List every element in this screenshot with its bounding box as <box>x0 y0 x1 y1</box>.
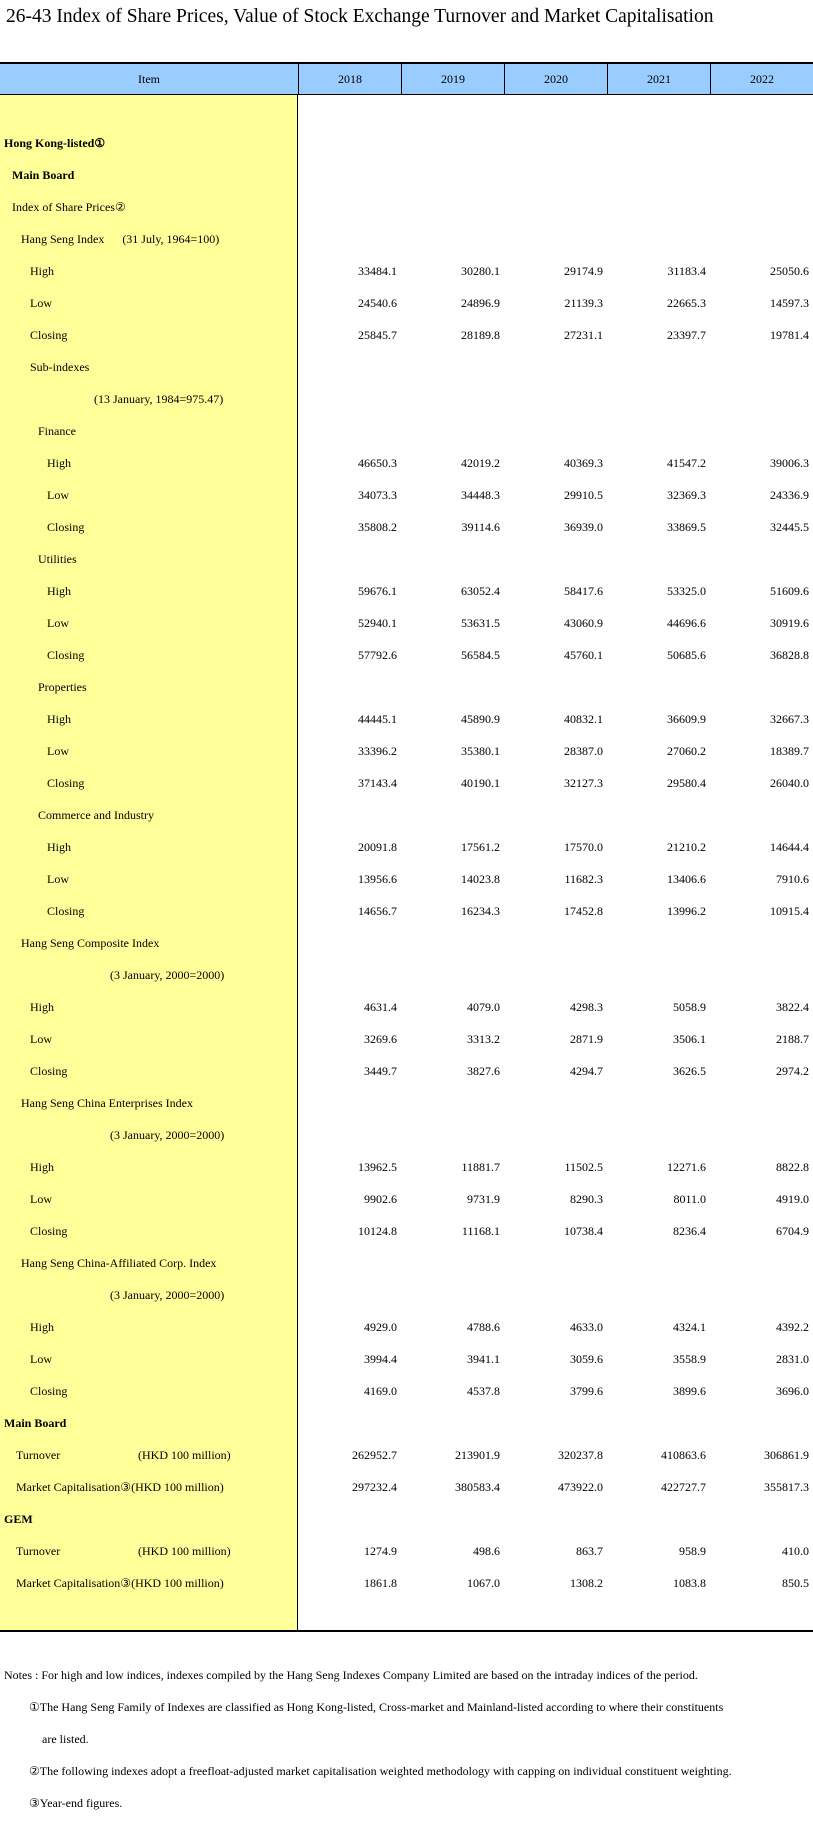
cell-value: 2188.7 <box>776 1032 809 1046</box>
cell-value: 26040.0 <box>770 776 809 790</box>
cell-value: 53325.0 <box>667 584 706 598</box>
table-row <box>0 1503 813 1535</box>
row-label: Closing <box>30 1064 68 1078</box>
cell-value: 4169.0 <box>364 1384 397 1398</box>
header-year: 2022 <box>710 64 813 94</box>
row-label: Main Board <box>4 1416 67 1430</box>
cell-value: 4631.4 <box>364 1000 397 1014</box>
cell-value: 4294.7 <box>570 1064 603 1078</box>
header-item: Item <box>138 72 160 86</box>
row-label: Low <box>30 1352 52 1366</box>
cell-value: 28189.8 <box>461 328 500 342</box>
cell-value: 410863.6 <box>661 1448 706 1462</box>
cell-value: 59676.1 <box>358 584 397 598</box>
cell-value: 11682.3 <box>564 872 603 886</box>
cell-value: 958.9 <box>679 1544 706 1558</box>
cell-value: 25845.7 <box>358 328 397 342</box>
cell-value: 410.0 <box>782 1544 809 1558</box>
cell-value: 4298.3 <box>570 1000 603 1014</box>
cell-value: 8290.3 <box>570 1192 603 1206</box>
cell-value: 2871.9 <box>570 1032 603 1046</box>
table-row <box>0 1471 813 1503</box>
cell-value: 32369.3 <box>667 488 706 502</box>
table-row <box>0 127 813 159</box>
cell-value: 27060.2 <box>667 744 706 758</box>
row-label: Closing <box>47 904 85 918</box>
cell-value: 18389.7 <box>770 744 809 758</box>
table-row <box>0 607 813 639</box>
row-label: Low <box>47 744 69 758</box>
cell-value: 44696.6 <box>667 616 706 630</box>
row-label: Closing <box>47 648 85 662</box>
cell-value: 3449.7 <box>364 1064 397 1078</box>
cell-value: 3313.2 <box>467 1032 500 1046</box>
cell-value: 63052.4 <box>461 584 500 598</box>
cell-value: 21139.3 <box>564 296 603 310</box>
cell-value: 4324.1 <box>673 1320 706 1334</box>
cell-value: 10738.4 <box>564 1224 603 1238</box>
table-row <box>0 799 813 831</box>
table-row <box>0 1247 813 1279</box>
cell-value: 13962.5 <box>358 1160 397 1174</box>
cell-value: 44445.1 <box>358 712 397 726</box>
cell-value: 380583.4 <box>455 1480 500 1494</box>
cell-value: 53631.5 <box>461 616 500 630</box>
cell-value: 32127.3 <box>564 776 603 790</box>
cell-value: 3941.1 <box>467 1352 500 1366</box>
cell-value: 24896.9 <box>461 296 500 310</box>
row-label: Low <box>47 488 69 502</box>
table-row <box>0 671 813 703</box>
cell-value: 34448.3 <box>461 488 500 502</box>
cell-value: 3799.6 <box>570 1384 603 1398</box>
cell-value: 24336.9 <box>770 488 809 502</box>
cell-value: 3822.4 <box>776 1000 809 1014</box>
cell-value: 10124.8 <box>358 1224 397 1238</box>
cell-value: 14597.3 <box>770 296 809 310</box>
row-label: Closing <box>30 1384 68 1398</box>
cell-value: 12271.6 <box>667 1160 706 1174</box>
cell-value: 306861.9 <box>764 1448 809 1462</box>
header-year: 2018 <box>298 64 401 94</box>
cell-value: 40369.3 <box>564 456 603 470</box>
table-row <box>0 1535 813 1567</box>
cell-value: 33396.2 <box>358 744 397 758</box>
cell-value: 33484.1 <box>358 264 397 278</box>
cell-value: 43060.9 <box>564 616 603 630</box>
row-label: (3 January, 2000=2000) <box>110 1288 225 1302</box>
cell-value: 32445.5 <box>770 520 809 534</box>
table-row <box>0 767 813 799</box>
cell-value: 355817.3 <box>764 1480 809 1494</box>
row-label: Turnover <box>16 1544 61 1558</box>
cell-value: 8822.8 <box>776 1160 809 1174</box>
cell-value: 32667.3 <box>770 712 809 726</box>
cell-value: 4919.0 <box>776 1192 809 1206</box>
row-label: High <box>30 1320 54 1334</box>
row-label: Low <box>30 296 52 310</box>
cell-value: 36609.9 <box>667 712 706 726</box>
cell-value: 10915.4 <box>770 904 809 918</box>
table-row <box>0 1439 813 1471</box>
table-row <box>0 1119 813 1151</box>
table-row <box>0 863 813 895</box>
table-row <box>0 1311 813 1343</box>
row-label: Closing <box>30 328 68 342</box>
row-label: Hang Seng Index (31 July, 1964=100) <box>21 232 220 246</box>
table-row <box>0 191 813 223</box>
table-row <box>0 1183 813 1215</box>
cell-value: 45760.1 <box>564 648 603 662</box>
row-label: High <box>47 712 71 726</box>
cell-value: 11168.1 <box>461 1224 500 1238</box>
cell-value: 498.6 <box>473 1544 500 1558</box>
cell-value: 57792.6 <box>358 648 397 662</box>
cell-value: 17570.0 <box>564 840 603 854</box>
cell-value: 1083.8 <box>673 1576 706 1590</box>
cell-value: 4537.8 <box>467 1384 500 1398</box>
table-row <box>0 1407 813 1439</box>
cell-value: 58417.6 <box>564 584 603 598</box>
table-row <box>0 927 813 959</box>
cell-value: 9902.6 <box>364 1192 397 1206</box>
cell-value: 8011.0 <box>673 1192 706 1206</box>
cell-value: 41547.2 <box>667 456 706 470</box>
cell-value: 13996.2 <box>667 904 706 918</box>
row-label: Index of Share Prices② <box>12 200 126 214</box>
table-row <box>0 351 813 383</box>
cell-value: 13956.6 <box>358 872 397 886</box>
cell-value: 1308.2 <box>570 1576 603 1590</box>
cell-value: 3899.6 <box>673 1384 706 1398</box>
cell-value: 1067.0 <box>467 1576 500 1590</box>
cell-value: 3696.0 <box>776 1384 809 1398</box>
cell-value: 14656.7 <box>358 904 397 918</box>
cell-value: 35808.2 <box>358 520 397 534</box>
table-row <box>0 447 813 479</box>
cell-value: 2831.0 <box>776 1352 809 1366</box>
cell-value: 3994.4 <box>364 1352 397 1366</box>
row-label: GEM <box>4 1512 33 1526</box>
row-label: High <box>30 264 54 278</box>
cell-value: 11502.5 <box>564 1160 603 1174</box>
cell-value: 6704.9 <box>776 1224 809 1238</box>
cell-value: 3269.6 <box>364 1032 397 1046</box>
row-label: Commerce and Industry <box>38 808 154 822</box>
cell-value: 36939.0 <box>564 520 603 534</box>
page-title: 26-43 Index of Share Prices, Value of Stock Exchange Turnover and Market Capitalisation <box>6 6 714 27</box>
cell-value: 56584.5 <box>461 648 500 662</box>
cell-value: 9731.9 <box>467 1192 500 1206</box>
row-label: High <box>47 456 71 470</box>
cell-value: 36828.8 <box>770 648 809 662</box>
row-unit: (HKD 100 million) <box>138 1448 231 1462</box>
cell-value: 4079.0 <box>467 1000 500 1014</box>
cell-value: 39114.6 <box>461 520 500 534</box>
cell-value: 7910.6 <box>776 872 809 886</box>
cell-value: 297232.4 <box>352 1480 397 1494</box>
cell-value: 473922.0 <box>558 1480 603 1494</box>
row-label: (3 January, 2000=2000) <box>110 1128 225 1142</box>
row-label: Hong Kong-listed① <box>4 136 106 150</box>
cell-value: 25050.6 <box>770 264 809 278</box>
note-line: are listed. <box>42 1732 89 1746</box>
cell-value: 17561.2 <box>461 840 500 854</box>
cell-value: 14644.4 <box>770 840 809 854</box>
row-label: Hang Seng China Enterprises Index <box>21 1096 193 1110</box>
row-label: Hang Seng Composite Index <box>21 936 160 950</box>
table-row <box>0 1151 813 1183</box>
table-row <box>0 223 813 255</box>
note-line: Notes : For high and low indices, indexes compiled by the Hang Seng Indexes Company Limited are based on the intraday indices of the period. <box>4 1668 698 1682</box>
table-row <box>0 319 813 351</box>
cell-value: 24540.6 <box>358 296 397 310</box>
table-row <box>0 703 813 735</box>
row-label: Closing <box>47 520 85 534</box>
cell-value: 320237.8 <box>558 1448 603 1462</box>
cell-value: 46650.3 <box>358 456 397 470</box>
cell-value: 3827.6 <box>467 1064 500 1078</box>
row-label: Closing <box>30 1224 68 1238</box>
table-row <box>0 959 813 991</box>
cell-value: 4392.2 <box>776 1320 809 1334</box>
row-label: Low <box>47 872 69 886</box>
cell-value: 40832.1 <box>564 712 603 726</box>
table-row <box>0 1215 813 1247</box>
cell-value: 34073.3 <box>358 488 397 502</box>
row-label: Properties <box>38 680 87 694</box>
row-label: High <box>47 584 71 598</box>
cell-value: 27231.1 <box>564 328 603 342</box>
cell-value: 5058.9 <box>673 1000 706 1014</box>
table-row <box>0 511 813 543</box>
table-row <box>0 1087 813 1119</box>
header-year: 2020 <box>504 64 607 94</box>
cell-value: 20091.8 <box>358 840 397 854</box>
cell-value: 3558.9 <box>673 1352 706 1366</box>
note-line: ③Year-end figures. <box>29 1796 123 1810</box>
cell-value: 29174.9 <box>564 264 603 278</box>
cell-value: 29910.5 <box>564 488 603 502</box>
table-row <box>0 415 813 447</box>
table-row <box>0 479 813 511</box>
cell-value: 21210.2 <box>667 840 706 854</box>
data-table <box>0 62 813 1632</box>
table-row <box>0 159 813 191</box>
cell-value: 13406.6 <box>667 872 706 886</box>
cell-value: 3626.5 <box>673 1064 706 1078</box>
cell-value: 52940.1 <box>358 616 397 630</box>
cell-value: 422727.7 <box>661 1480 706 1494</box>
note-line: ①The Hang Seng Family of Indexes are classified as Hong Kong-listed, Cross-market and Mainland-listed according to where their constituents <box>29 1700 724 1714</box>
cell-value: 51609.6 <box>770 584 809 598</box>
cell-value: 213901.9 <box>455 1448 500 1462</box>
cell-value: 1274.9 <box>364 1544 397 1558</box>
cell-value: 262952.7 <box>352 1448 397 1462</box>
row-label: Main Board <box>12 168 75 182</box>
row-label: Sub-indexes <box>30 360 90 374</box>
cell-value: 19781.4 <box>770 328 809 342</box>
cell-value: 35380.1 <box>461 744 500 758</box>
cell-value: 3506.1 <box>673 1032 706 1046</box>
cell-value: 3059.6 <box>570 1352 603 1366</box>
table-row <box>0 1279 813 1311</box>
cell-value: 50685.6 <box>667 648 706 662</box>
cell-value: 23397.7 <box>667 328 706 342</box>
cell-value: 4929.0 <box>364 1320 397 1334</box>
cell-value: 33869.5 <box>667 520 706 534</box>
cell-value: 17452.8 <box>564 904 603 918</box>
table-row <box>0 991 813 1023</box>
cell-value: 1861.8 <box>364 1576 397 1590</box>
table-row <box>0 575 813 607</box>
row-label: Hang Seng China-Affiliated Corp. Index <box>21 1256 217 1270</box>
table-row <box>0 287 813 319</box>
table-row <box>0 543 813 575</box>
table-row <box>0 895 813 927</box>
cell-value: 30919.6 <box>770 616 809 630</box>
row-label: Finance <box>38 424 76 438</box>
row-label: Market Capitalisation③(HKD 100 million) <box>16 1576 224 1590</box>
row-label: High <box>30 1000 54 1014</box>
cell-value: 2974.2 <box>776 1064 809 1078</box>
cell-value: 11881.7 <box>461 1160 500 1174</box>
table-row <box>0 831 813 863</box>
table-row <box>0 1023 813 1055</box>
row-label: High <box>47 840 71 854</box>
cell-value: 863.7 <box>576 1544 603 1558</box>
header-year: 2019 <box>401 64 504 94</box>
cell-value: 850.5 <box>782 1576 809 1590</box>
table-row <box>0 639 813 671</box>
table-row <box>0 735 813 767</box>
row-label: (3 January, 2000=2000) <box>110 968 225 982</box>
cell-value: 4788.6 <box>467 1320 500 1334</box>
row-label: Closing <box>47 776 85 790</box>
cell-value: 31183.4 <box>667 264 706 278</box>
cell-value: 14023.8 <box>461 872 500 886</box>
cell-value: 40190.1 <box>461 776 500 790</box>
table-row <box>0 383 813 415</box>
row-unit: (HKD 100 million) <box>138 1544 231 1558</box>
cell-value: 16234.3 <box>461 904 500 918</box>
row-label: Low <box>47 616 69 630</box>
row-label: Low <box>30 1032 52 1046</box>
cell-value: 4633.0 <box>570 1320 603 1334</box>
cell-value: 8236.4 <box>673 1224 706 1238</box>
cell-value: 22665.3 <box>667 296 706 310</box>
table-row <box>0 1567 813 1599</box>
table-body <box>0 95 813 1632</box>
cell-value: 45890.9 <box>461 712 500 726</box>
table-row <box>0 1055 813 1087</box>
table-row <box>0 1375 813 1407</box>
row-label: Utilities <box>38 552 77 566</box>
note-line: ②The following indexes adopt a freefloat-adjusted market capitalisation weighted methodology with capping on individual constituent weighting. <box>29 1764 732 1778</box>
table-header <box>0 62 813 95</box>
cell-value: 37143.4 <box>358 776 397 790</box>
row-label: (13 January, 1984=975.47) <box>94 392 224 406</box>
cell-value: 42019.2 <box>461 456 500 470</box>
cell-value: 29580.4 <box>667 776 706 790</box>
cell-value: 39006.3 <box>770 456 809 470</box>
table-row <box>0 1343 813 1375</box>
row-label: High <box>30 1160 54 1174</box>
cell-value: 30280.1 <box>461 264 500 278</box>
header-year: 2021 <box>607 64 710 94</box>
row-label: Turnover <box>16 1448 61 1462</box>
row-label: Low <box>30 1192 52 1206</box>
cell-value: 28387.0 <box>564 744 603 758</box>
table-row <box>0 255 813 287</box>
row-label: Market Capitalisation③(HKD 100 million) <box>16 1480 224 1494</box>
